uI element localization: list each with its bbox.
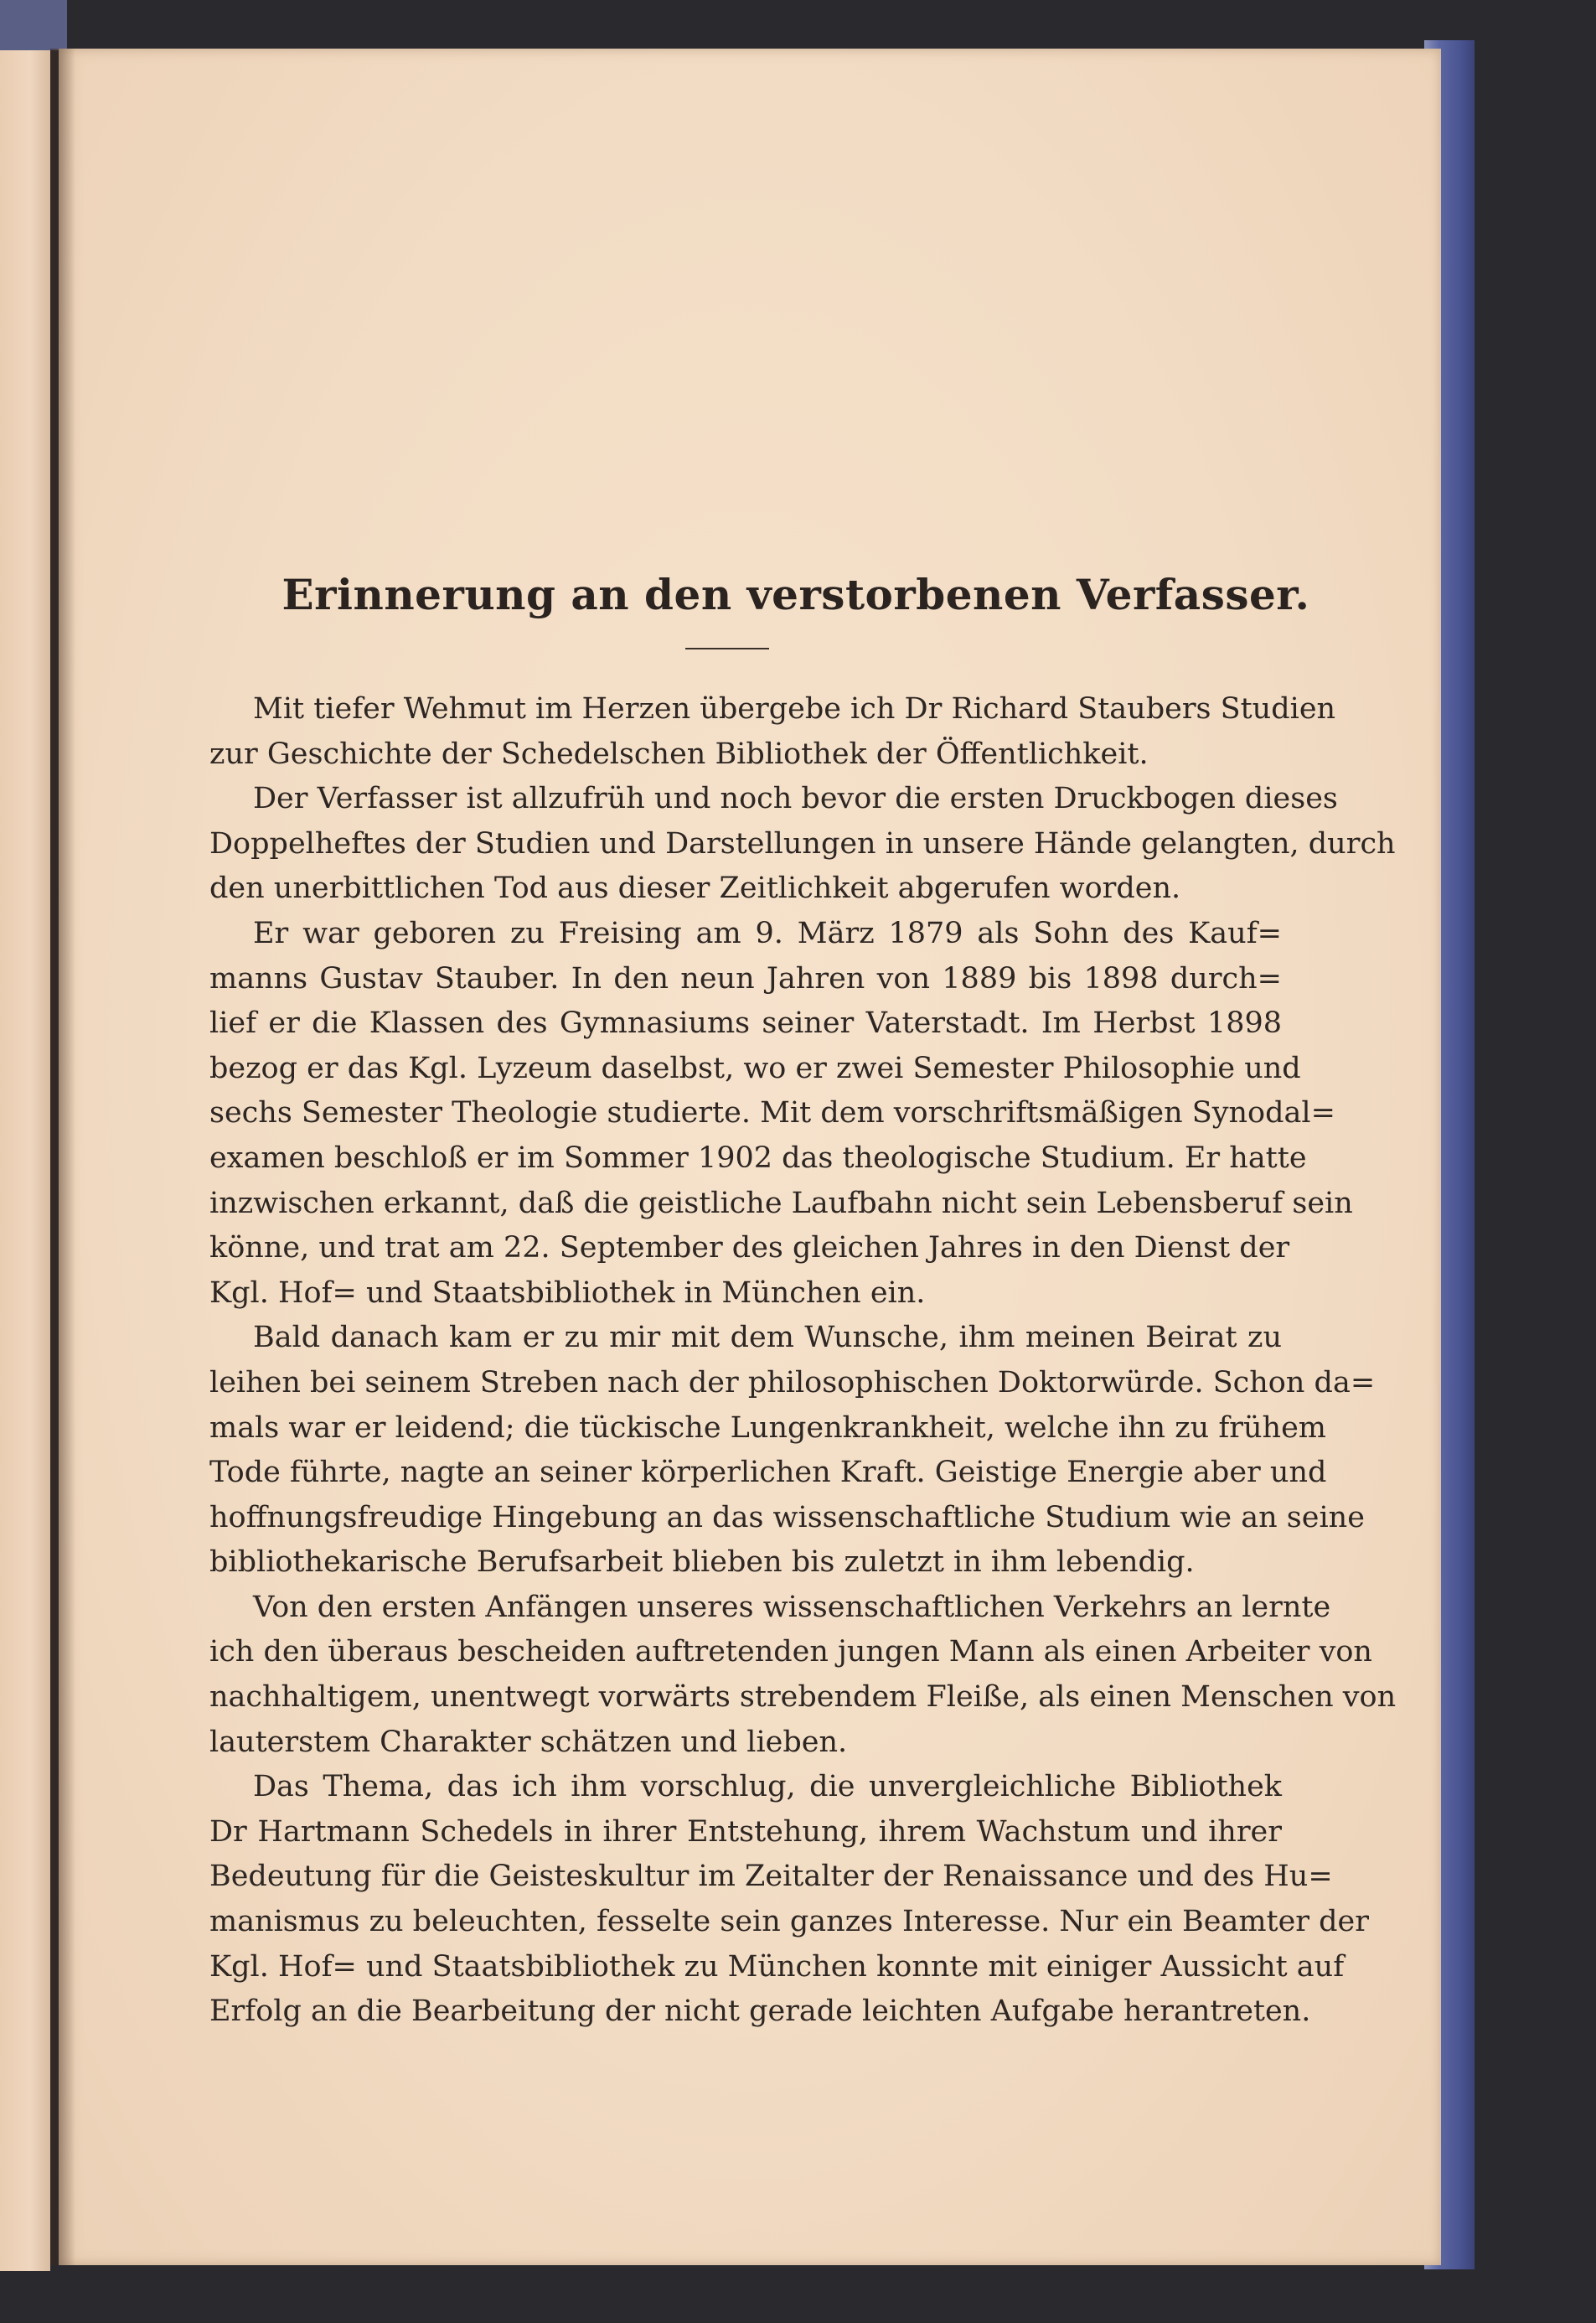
text-line: Der Verfasser ist allzufrüh und noch bevor die ersten Druckbogen dieses xyxy=(253,782,1338,816)
text-line: Bedeutung für die Geisteskultur im Zeitalter der Renaissance und des Hu= xyxy=(209,1860,1333,1894)
text-line: den unerbittlichen Tod aus dieser Zeitlichkeit abgerufen worden. xyxy=(209,872,1181,906)
text-line: ich den überaus bescheiden auftretenden jungen Mann als einen Arbeiter von xyxy=(209,1635,1372,1669)
cover-corner xyxy=(0,0,67,50)
text-line: Tode führte, nagte an seiner körperlichen Kraft. Geistige Energie aber und xyxy=(209,1456,1327,1490)
paragraph xyxy=(209,912,1353,1316)
facing-page-edge xyxy=(0,50,50,2271)
text-line: lauterstem Charakter schätzen und lieben. xyxy=(209,1725,848,1759)
text-line: nachhaltigem, unentwegt vorwärts strebendem Fleiße, als einen Menschen von xyxy=(209,1680,1397,1715)
text-line: manns Gustav Stauber. In den neun Jahren von 1889 bis 1898 durch= xyxy=(209,961,1282,996)
text-line: Das Thema, das ich ihm vorschlug, die unvergleichliche Bibliothek xyxy=(253,1770,1282,1804)
body-text xyxy=(209,687,1397,2035)
text-line: Kgl. Hof= und Staatsbibliothek zu München konnte mit einiger Aussicht auf xyxy=(209,1949,1345,1984)
text-line: Bald danach kam er zu mir mit dem Wunsche, ihm meinen Beirat zu xyxy=(253,1321,1282,1355)
text-line: Dr Hartmann Schedels in ihrer Entstehung, ihrem Wachstum und ihrer xyxy=(209,1814,1282,1849)
page-heading: Erinnerung an den verstorbenen Verfasser. xyxy=(281,570,1310,619)
paragraph xyxy=(209,687,1336,777)
heading-rule xyxy=(685,648,769,649)
paragraph xyxy=(209,1586,1397,1765)
text-line: zur Geschichte der Schedelschen Bibliothek der Öffentlichkeit. xyxy=(209,737,1149,771)
text-line: sechs Semester Theologie studierte. Mit dem vorschriftsmäßigen Synodal= xyxy=(209,1096,1335,1130)
text-line: manismus zu beleuchten, fesselte sein ganzes Interesse. Nur ein Beamter der xyxy=(209,1905,1369,1939)
text-line: leihen bei seinem Streben nach der philosophischen Doktorwürde. Schon da= xyxy=(209,1365,1376,1399)
text-line: bezog er das Kgl. Lyzeum daselbst, wo er zwei Semester Philosophie und xyxy=(209,1051,1301,1085)
text-line: könne, und trat am 22. September des gleichen Jahres in den Dienst der xyxy=(209,1231,1290,1265)
paragraph xyxy=(209,1316,1376,1586)
text-line: Kgl. Hof= und Staatsbibliothek in München ein. xyxy=(209,1275,926,1310)
text-line: lief er die Klassen des Gymnasiums seiner Vaterstadt. Im Herbst 1898 xyxy=(209,1006,1282,1041)
text-line: Er war geboren zu Freising am 9. März 1879 als Sohn des Kauf= xyxy=(253,916,1282,950)
text-line: Erfolg an die Bearbeitung der nicht gerade leichten Aufgabe herantreten. xyxy=(209,1994,1311,2029)
text-line: hoffnungsfreudige Hingebung an das wissenschaftliche Studium wie an seine xyxy=(209,1500,1365,1534)
text-line: Mit tiefer Wehmut im Herzen übergebe ich Dr Richard Staubers Studien xyxy=(253,692,1336,726)
paragraph xyxy=(209,1765,1369,2035)
text-line: bibliothekarische Berufsarbeit blieben bis zuletzt in ihm lebendig. xyxy=(209,1545,1195,1580)
text-line: examen beschloß er im Sommer 1902 das theologische Studium. Er hatte xyxy=(209,1141,1307,1175)
text-line: mals war er leidend; die tückische Lungenkrankheit, welche ihn zu frühem xyxy=(209,1410,1326,1445)
text-line: Doppelheftes der Studien und Darstellungen in unsere Hände gelangten, durch xyxy=(209,826,1396,861)
paragraph xyxy=(209,777,1396,912)
gutter-shadow xyxy=(50,49,75,2265)
text-line: inzwischen erkannt, daß die geistliche Laufbahn nicht sein Lebensberuf sein xyxy=(209,1186,1353,1220)
text-line: Von den ersten Anfängen unseres wissenschaftlichen Verkehrs an lernte xyxy=(253,1590,1331,1624)
